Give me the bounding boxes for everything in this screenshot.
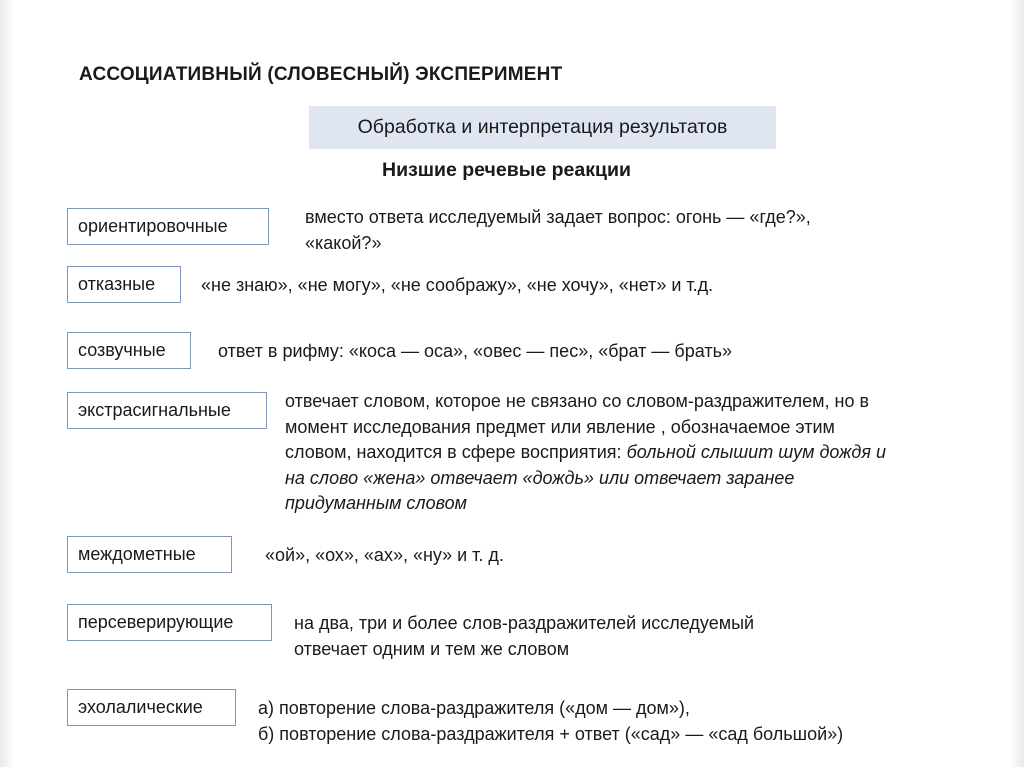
desc-line: придуманным словом <box>285 493 467 513</box>
term-label: эхолалические <box>78 697 203 717</box>
term-label: междометные <box>78 544 196 564</box>
desc-line <box>285 440 886 466</box>
term-label: ориентировочные <box>78 216 228 236</box>
desc-refusal <box>201 273 713 299</box>
subtitle-banner <box>309 106 776 149</box>
desc-line: а) повторение слова-раздражителя («дом — дом»), <box>258 698 690 718</box>
desc-perseverating <box>294 611 754 662</box>
term-label: экстрасигнальные <box>78 400 231 420</box>
desc-interjection <box>265 543 504 569</box>
term-echolalic <box>67 689 236 726</box>
term-refusal <box>67 266 181 303</box>
term-perseverating <box>67 604 272 641</box>
desc-line: вместо ответа исследуемый задает вопрос: огонь — «где?», <box>305 207 811 227</box>
term-interjection <box>67 536 232 573</box>
term-label: персеверирующие <box>78 612 234 632</box>
desc-line: отвечает словом, которое не связано со словом-раздражителем, но в <box>285 391 870 411</box>
desc-extrasignal <box>285 389 886 517</box>
term-orienting <box>67 208 269 245</box>
desc-echolalic <box>258 696 843 747</box>
desc-italic-text: больной слышит шум дождя и <box>626 442 886 462</box>
desc-line: на слово «жена» отвечает «дождь» или отвечает заранее <box>285 467 795 488</box>
desc-consonant <box>218 339 732 365</box>
term-extrasignal <box>67 392 267 429</box>
slide-shadow-right <box>1010 0 1024 767</box>
slide-title: АССОЦИАТИВНЫЙ (СЛОВЕСНЫЙ) ЭКСПЕРИМЕНТ <box>79 64 563 85</box>
desc-line: ответ в рифму: «коса — оса», «овес — пес», «брат — брать» <box>218 341 732 361</box>
subtitle-text: Обработка и интерпретация результатов <box>357 116 728 138</box>
desc-orienting <box>305 205 811 256</box>
desc-line: «не знаю», «не могу», «не соображу», «не хочу», «нет» и т.д. <box>201 275 714 295</box>
section-title: Низшие речевые реакции <box>382 159 631 181</box>
slide-shadow-left <box>0 0 14 767</box>
term-consonant <box>67 332 191 369</box>
desc-line: б) повторение слова-раздражителя + ответ («сад» — «сад большой») <box>258 723 844 744</box>
desc-line: момент исследования предмет или явление , обозначаемое этим <box>285 416 835 437</box>
term-label: отказные <box>78 274 156 294</box>
desc-line: «какой?» <box>305 232 382 253</box>
desc-line: отвечает одним и тем же словом <box>294 638 570 659</box>
term-label: созвучные <box>78 340 166 360</box>
desc-text: словом, находится в сфере восприятия: <box>285 442 627 462</box>
desc-line: на два, три и более слов-раздражителей исследуемый <box>294 613 755 633</box>
desc-line: «ой», «ох», «ах», «ну» и т. д. <box>265 545 504 565</box>
